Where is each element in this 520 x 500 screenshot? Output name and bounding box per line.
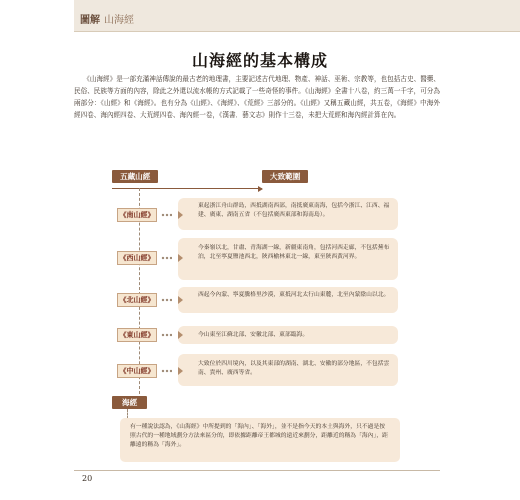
header-logo-text: 圖解 [80, 15, 100, 26]
mountain-label-central: 《中山經》 [117, 364, 157, 378]
row-dots [161, 213, 172, 217]
header-connector-arrow [112, 188, 262, 189]
range-desc-east: 今山東至江蘇北部、安徽北部、東部臨海。 [178, 326, 398, 344]
row-dots [161, 298, 172, 302]
section-label-sea-classics: 海經 [112, 396, 147, 409]
section-label-range: 大致範圍 [262, 170, 308, 183]
range-desc-south: 東起浙江舟山群島，西抵湖南西部，南抵廣東南海，包括今浙江、江西、福建、廣東、湖南五省（不包括廣西東部和海南島）。 [178, 198, 398, 230]
range-desc-central: 大致位於四川境內，以及其東部的湖南、湖北、安徽的部分地區，不包括雲南、貴州、廣西等省。 [178, 354, 398, 386]
sea-classics-explanation: 有一種說法認為，《山海經》中所提到的「海內」、「海外」，並不是指今天的本土與海外，只不過是按照古代的一種地域劃分方法來區分的，即依據距離帝王都城的遠近來劃分，距離近的稱為「海內」，距離遠的稱為「海外」。 [120, 418, 400, 462]
section-label-mountain-classics: 五藏山經 [112, 170, 158, 183]
mountain-label-north: 《北山經》 [117, 293, 157, 307]
row-dots [161, 256, 172, 260]
row-dots [161, 369, 172, 373]
header-book-title: 山海經 [104, 15, 134, 26]
page-title: 山海經的基本構成 [191, 51, 328, 70]
mountain-label-east: 《東山經》 [117, 328, 157, 342]
arrow-tip [178, 296, 183, 304]
page-number: 20 [82, 474, 93, 483]
footer-divider [74, 470, 440, 471]
arrow-tip [178, 367, 183, 375]
intro-paragraph: 《山海經》是一部充滿神話傳說的最古老的地理書，主要記述古代地理、物產、神話、巫術、宗教等，也包括古史、醫藥、民俗、民族等方面的內容，除此之外還以流水帳的方式記載了一些奇怪的事件。《山海經》全書十八卷，約三萬一千字，可分為兩部分：《山經》和《海經》。也有分為《山經》、《海經》、《荒經》三部分的。《山經》又稱五藏山經，共五卷，《海經》中海外經四卷、海內經四卷、大荒經四卷、海內經一卷，《漢書．藝文志》則作十三卷，未把大荒經和海內經計算在內。 [74, 75, 440, 119]
mountain-label-west: 《西山經》 [117, 251, 157, 265]
mountain-label-south: 《南山經》 [117, 208, 157, 222]
arrow-tip [178, 211, 183, 219]
arrow-tip [178, 331, 183, 339]
header-logo [80, 11, 134, 26]
range-desc-west: 今秦嶺以北，甘肅、青海湖一線，新疆東南角，包括河西走廊，不包括蕪布泊，北至寧夏鹽池西北，陝西榆林東北一線，東至陝西黃河界。 [178, 238, 398, 280]
header-band [74, 0, 520, 32]
row-dots [161, 333, 172, 337]
range-desc-north: 西起今內蒙、寧夏騰格里沙漠，東抵河北太行山東麓，北至內蒙陰山以北。 [178, 287, 398, 313]
arrow-tip [178, 254, 183, 262]
